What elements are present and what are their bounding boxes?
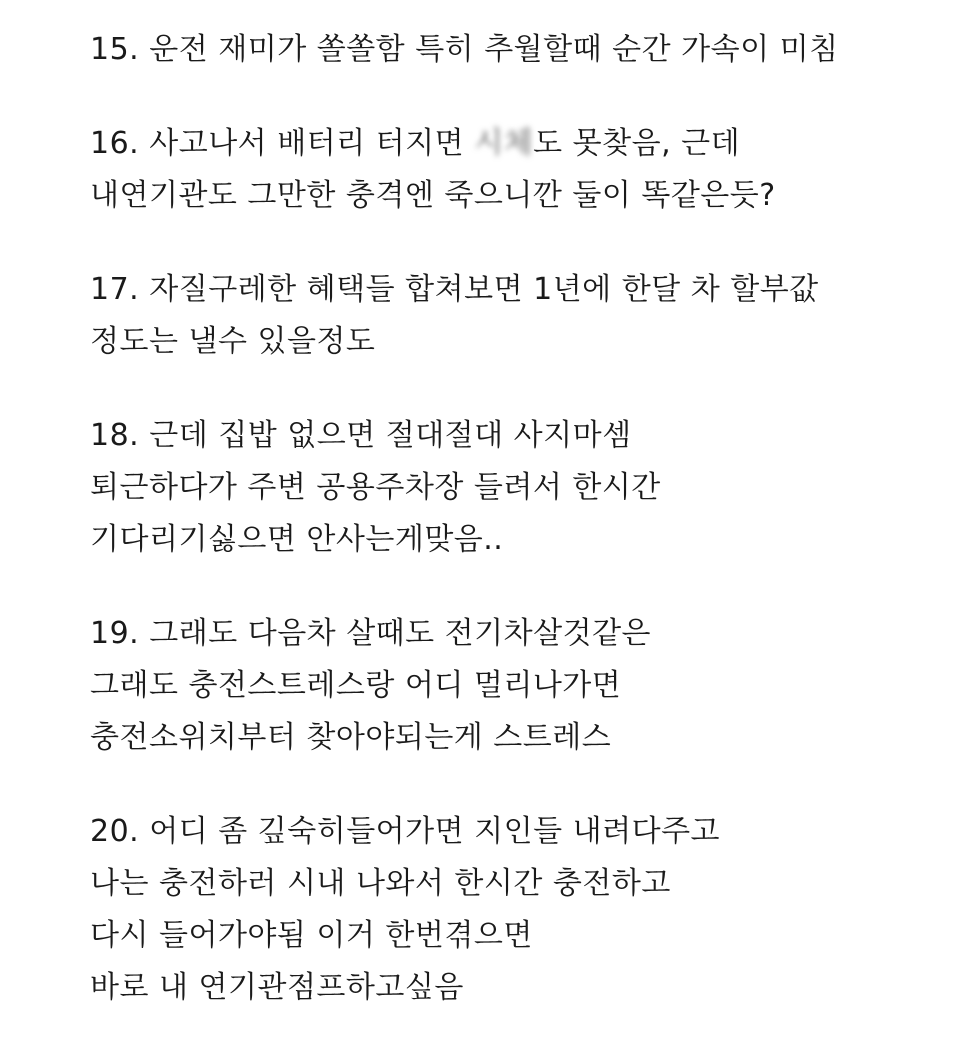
item-line: 19. 그래도 다음차 살때도 전기차살것같은 xyxy=(90,616,652,651)
list-item-18 xyxy=(90,410,930,566)
list-item-19 xyxy=(90,608,930,764)
item-line: 충전소위치부터 찾아야되는게 스트레스 xyxy=(90,720,612,755)
item-line: 정도는 낼수 있을정도 xyxy=(90,324,376,359)
item-text: 도 못찾음, 근데 xyxy=(533,126,741,161)
item-text: 16. 사고나서 배터리 터지면 xyxy=(90,126,475,161)
item-line: 다시 들어가야됨 이거 한번겪으면 xyxy=(90,918,533,953)
item-line: 그래도 충전스트레스랑 어디 멀리나가면 xyxy=(90,668,622,703)
list-item-16 xyxy=(90,118,930,222)
item-line: 18. 근데 집밥 없으면 절대절대 사지마셈 xyxy=(90,418,632,453)
list-item-20 xyxy=(90,806,930,1014)
item-line xyxy=(90,118,930,170)
item-line: 20. 어디 좀 깊숙히들어가면 지인들 내려다주고 xyxy=(90,814,721,849)
blurred-text: 시체 xyxy=(474,126,534,161)
item-line: 기다리기싫으면 안사는게맞음.. xyxy=(90,522,504,557)
item-line: 바로 내 연기관점프하고싶음 xyxy=(90,970,464,1005)
list-item-17 xyxy=(90,264,930,368)
item-line: 15. 운전 재미가 쏠쏠함 특히 추월할때 순간 가속이 미침 xyxy=(90,32,839,67)
list-item-15 xyxy=(90,24,930,76)
item-line: 내연기관도 그만한 충격엔 죽으니깐 둘이 똑같은듯? xyxy=(90,178,776,213)
item-line: 17. 자질구레한 혜택들 합쳐보면 1년에 한달 차 할부값 xyxy=(90,272,819,307)
document-body xyxy=(90,24,930,1056)
item-line: 퇴근하다가 주변 공용주차장 들려서 한시간 xyxy=(90,470,661,505)
item-line: 나는 충전하러 시내 나와서 한시간 충전하고 xyxy=(90,866,671,901)
